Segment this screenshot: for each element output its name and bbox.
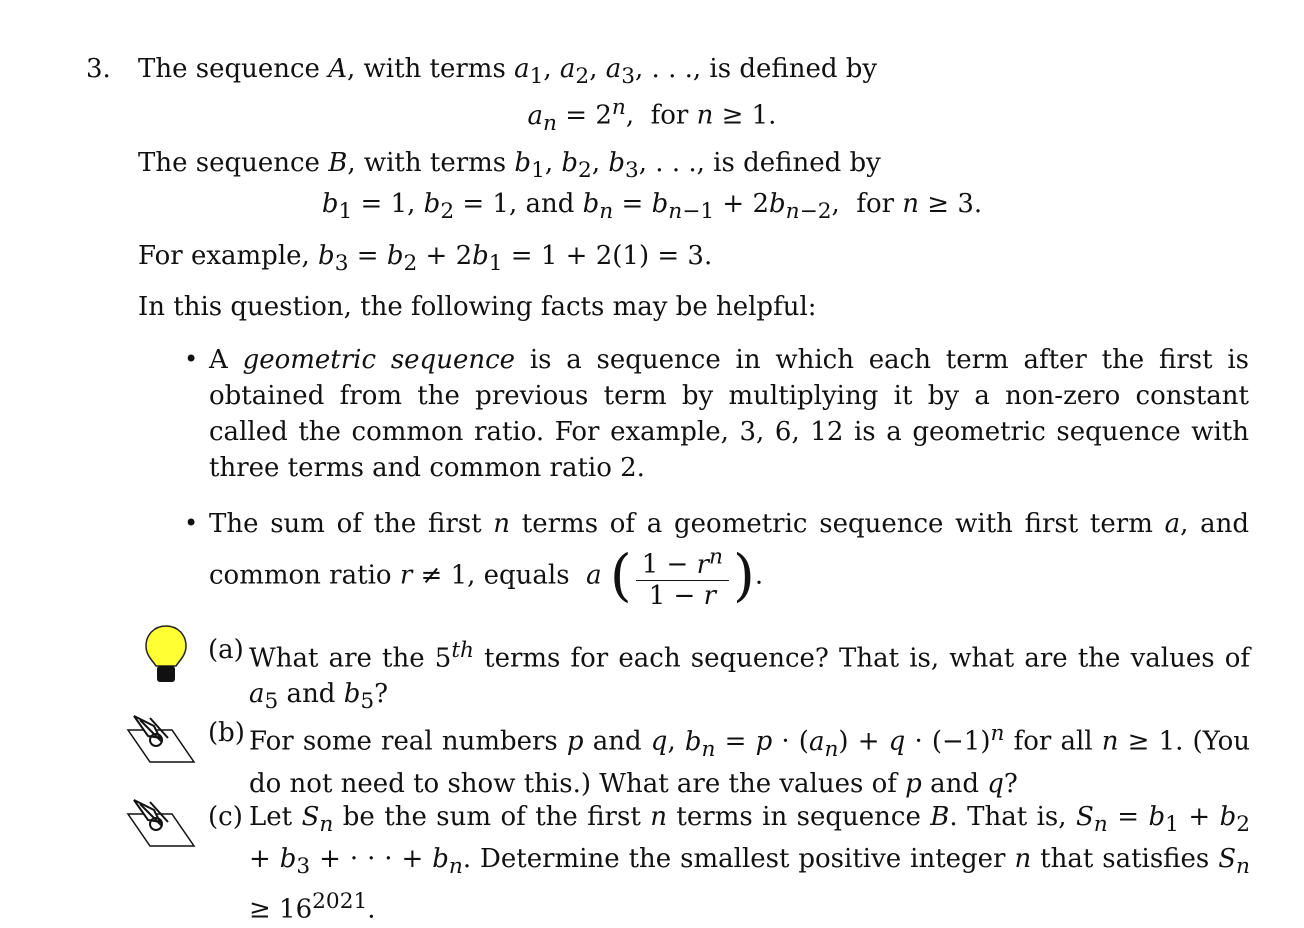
- fact-geometric-sum: The sum of the first n terms of a geometric sequence with first term a, and common ratio r ≠ 1, equals a ( $\frac{1 - r^n}{1 - r}$ ).: [209, 509, 1249, 611]
- part-label: (a): [208, 635, 244, 665]
- pen-writing-icon: [126, 712, 196, 768]
- facts-intro: In this question, the following facts may be helpful:: [138, 292, 817, 322]
- part-a-text: What are the 5th terms for each sequence? That is, what are the values of $a_5$ and $b_5$?: [249, 638, 1250, 714]
- part-b: [208, 716, 1250, 802]
- bullet-marker: •: [184, 509, 199, 537]
- bullet-marker: •: [184, 345, 199, 373]
- part-a: [208, 633, 1250, 719]
- sequence-a-definition: $a_n = 2^n$, for n ≥ 1.: [527, 95, 777, 136]
- example-line: For example, $b_3 = b_2 + 2b_1 = 1 + 2(1) = 3$.: [138, 241, 713, 277]
- part-label: (b): [208, 718, 245, 748]
- question-number: 3.: [86, 54, 111, 84]
- part-c-text: Let $S_n$ be the sum of the first n terms in sequence B. That is, $S_n = b_1 + b_2 + b_3$ + · · · + $b_n$. Determine the smallest positive integer n that satisfies $S_n \ge 16^{2021}$.: [249, 802, 1250, 926]
- part-c: [208, 800, 1250, 928]
- sequence-a-intro: The sequence A, with terms $a_1$, $a_2$, $a_3$, . . ., is defined by: [138, 54, 878, 90]
- part-b-text: For some real numbers p and q, $b_n = p \cdot (a_n) + q \cdot (-1)^n$ for all n ≥ 1. (You do not need to show this.) What are the values of p and q?: [249, 721, 1250, 799]
- fact-geometric-sequence: A geometric sequence is a sequence in which each term after the first is obtained from the previous term by multiplying it by a non-zero constant called the common ratio. For example, 3, 6, 12 is a geometric sequence with three terms and common ratio 2.: [209, 345, 1249, 483]
- pen-writing-icon: [126, 796, 196, 852]
- sequence-b-intro: The sequence B, with terms $b_1$, $b_2$, $b_3$, . . ., is defined by: [138, 148, 881, 184]
- lightbulb-icon: [144, 624, 188, 686]
- part-label: (c): [208, 802, 243, 832]
- sequence-b-definition: $b_1 = 1$, $b_2 = 1$, and $b_n = b_{n-1} + 2b_{n-2}$, for n ≥ 3.: [321, 189, 983, 225]
